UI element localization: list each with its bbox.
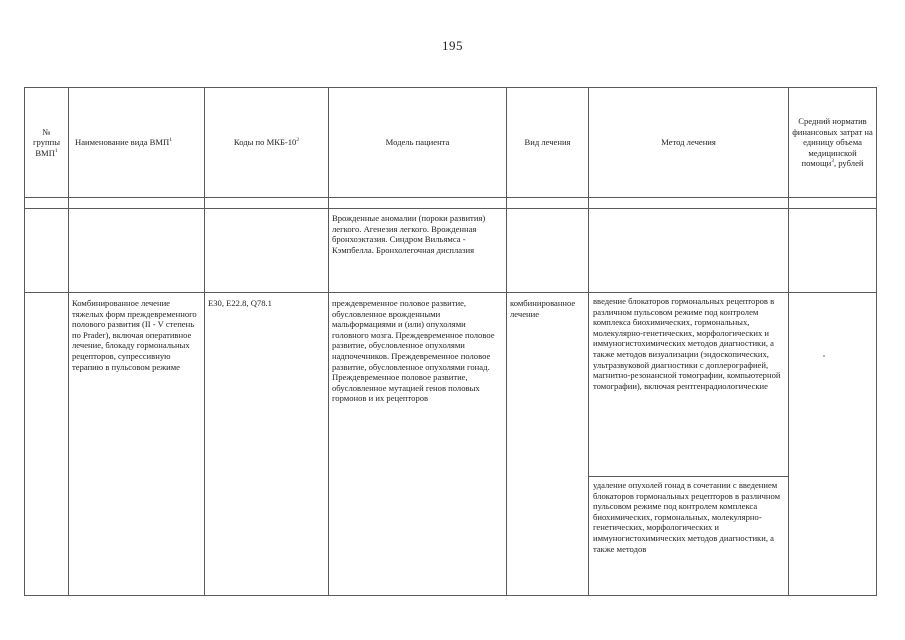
cell-group-number — [25, 209, 69, 293]
table-row — [25, 293, 877, 596]
table-header — [25, 88, 877, 209]
cell-patient-model: преждевременное половое развитие, обусловленное врожденными мальформациями и (или) опухолями головного мозга. Преждевременное половое развитие, обусловленное опухолями надпочечников. Преждевременное половое развитие, обусловленное опухолями гонад. Преждевременное половое развитие, обусловленное мутацией генов половых гормонов и их рецепторов — [329, 293, 507, 596]
cell-cost — [789, 293, 877, 596]
vmp-table — [24, 87, 877, 596]
header-icd-codes — [205, 88, 329, 198]
header-treatment-type: Вид лечения — [507, 88, 589, 198]
cell-treatment-type: комбинированное лечение — [507, 293, 589, 596]
cell-icd-codes: E30, E22.8, Q78.1 — [205, 293, 329, 596]
footnote-marker: 1 — [169, 137, 173, 144]
cell-cost — [789, 209, 877, 293]
footnote-marker: 1 — [54, 147, 58, 154]
header-spacer-row — [25, 198, 877, 209]
footnote-marker: 3 — [831, 158, 834, 165]
cell-patient-model: Врожденные аномалии (пороки развития) легкого. Агенезия легкого. Врожденная бронхоэктазия. Синдром Вильямса - Кэмпбелла. Бронхолегочная дисплазия — [329, 209, 507, 293]
cell-vmp-name: Комбинированное лечение тяжелых форм преждевременного полового развития (II - V степень по Prader), включая оперативное лечение, блокаду гормональных рецепторов, супрессивную терапию в пульсовом режиме — [69, 293, 205, 596]
scan-speck — [823, 355, 825, 357]
header-cost-text: Средний норматив финансовых затрат на единицу объема медицинской помощи — [792, 116, 873, 169]
page-number: 195 — [442, 38, 463, 53]
table-row — [25, 209, 877, 293]
header-treatment-method: Метод лечения — [589, 88, 789, 198]
cell-treatment-method — [589, 209, 789, 293]
header-group-number-text: № группы ВМП — [33, 126, 60, 158]
cell-group-number — [25, 293, 69, 596]
footnote-marker: 2 — [296, 137, 300, 144]
header-vmp-name — [69, 88, 205, 198]
header-vmp-name-text: Наименование вида ВМП — [75, 137, 170, 148]
header-icd-codes-text: Коды по МКБ-10 — [233, 137, 297, 148]
cell-treatment-method — [589, 293, 789, 596]
header-cost — [789, 88, 877, 198]
header-group-number — [25, 88, 69, 198]
header-patient-model: Модель пациента — [329, 88, 507, 198]
method-item: введение блокаторов гормональных рецепторов в различном пульсовом режиме под контролем комплекса биохимических, гормональных, молекулярно-генетических, морфологических и иммуногистохимических методов диагностики, а также методов визуализации (эндоскопических, ультразвуковой диагностики с доплерографией, магнитно-резонансной томографии, компьютерной томографии), включая рентгенрадиологические — [593, 296, 781, 391]
cell-vmp-name — [69, 209, 205, 293]
cell-treatment-type — [507, 209, 589, 293]
cell-icd-codes — [205, 209, 329, 293]
method-item: удаление опухолей гонад в сочетании с введением блокаторов гормональных рецепторов в различном пульсовом режиме под контролем комплекса биохимических, гормональных, молекулярно-генетических, морфологических и иммуногистохимических методов диагностики, а также методов — [589, 476, 788, 595]
header-cost-tail: , рублей — [833, 158, 864, 169]
